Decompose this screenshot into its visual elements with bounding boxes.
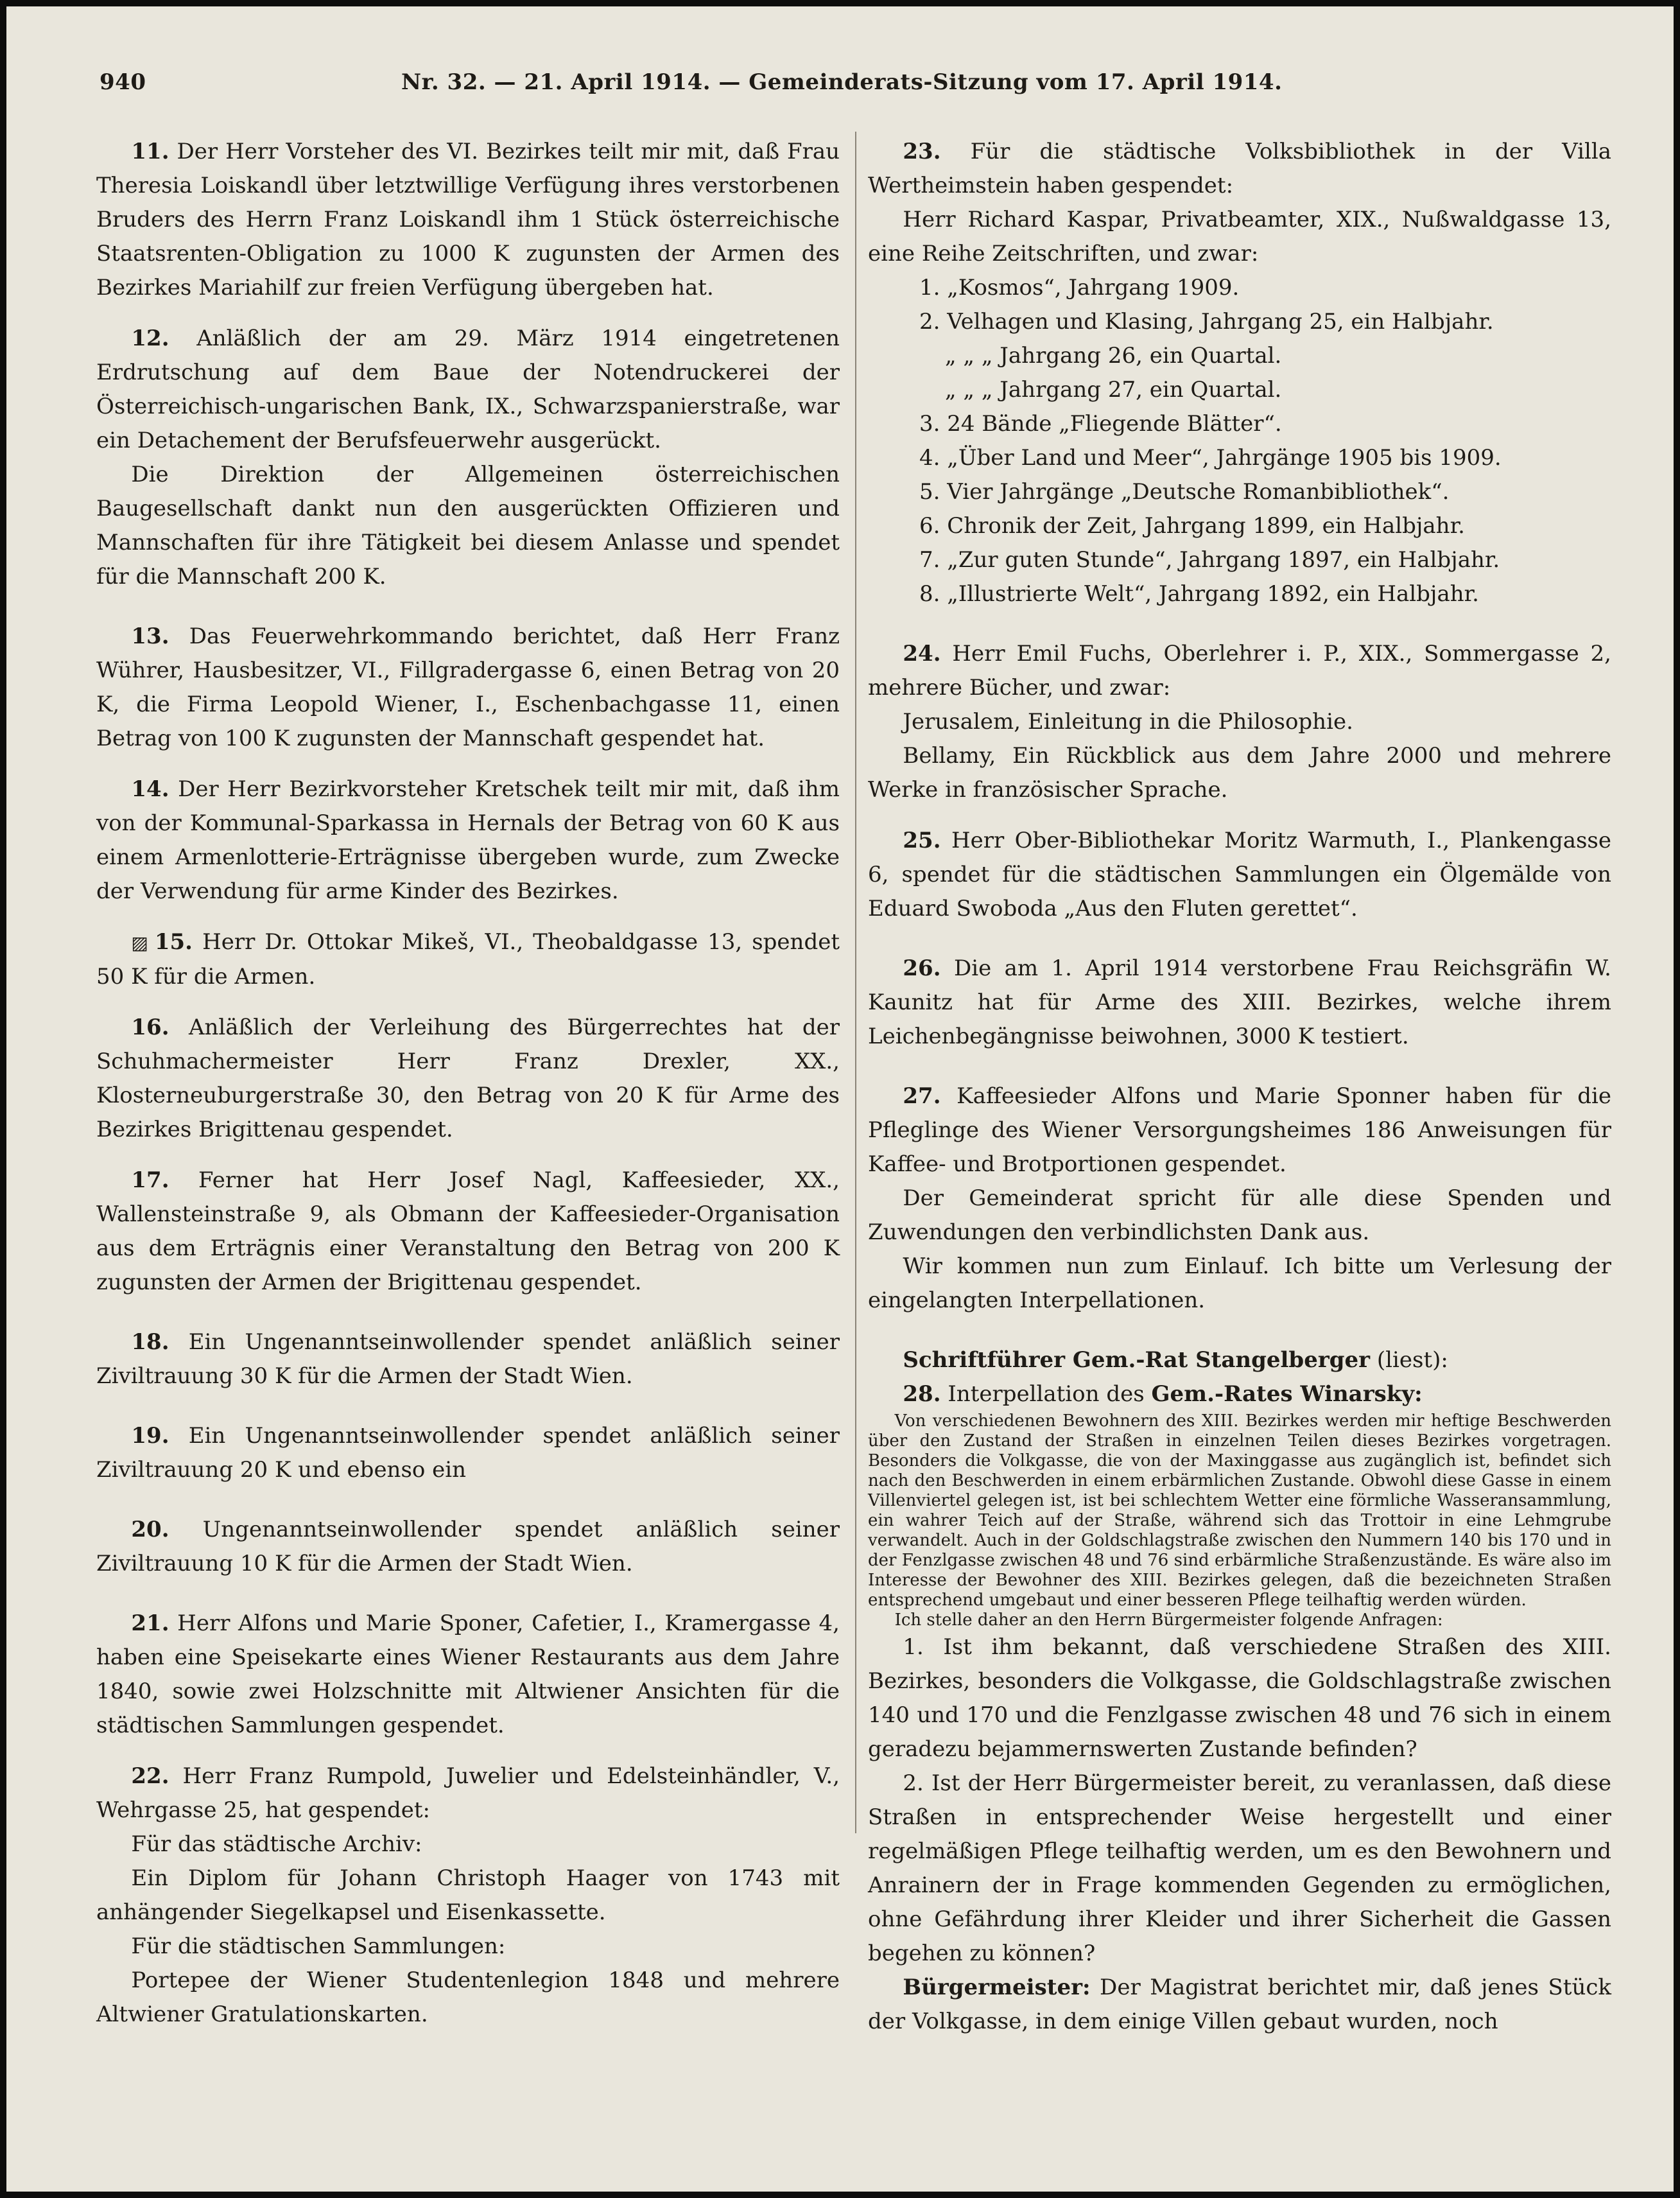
item-23-donor: Herr Richard Kaspar, Privatbeamter, XIX., Nußwaldgasse 13, eine Reihe Zeitschriften, und zwar:: [868, 207, 1611, 266]
list-item: 8. „Illustrierte Welt“, Jahrgang 1892, ein Halbjahr.: [919, 581, 1479, 607]
item-22-portepee: Portepee der Wiener Studentenlegion 1848 und mehrere Altwiener Gratulationskarten.: [96, 1967, 840, 2027]
interpellation-body: Von verschiedenen Bewohnern des XIII. Bezirkes werden mir heftige Beschwerden über den Zustand der Straßen in einzelnen Teilen dieses Bezirkes vorgetragen. Besonders die Volkgasse, die von der Maxinggasse aus zugänglich ist, befindet sich nach den Beschwerden in einem erbärmlichen Zustande. Obwohl diese Gasse in einem Villenviertel gelegen ist, ist bei schlechtem Wetter eine förmliche Wasseransammlung, ein wahrer Teich auf der Straße, während sich das Trottoir in eine Lehmgrube verwandelt. Auch in der Goldschlagstraße zwischen den Nummern 140 bis 170 und in der Fenzlgasse zwischen 48 und 76 sind erbärmliche Straßenzustände. Es wäre also im Interesse der Bewohner des XIII. Bezirkes gelegen, daß die bezeichneten Straßen entsprechend umgebaut und einer besseren Pflege teilhaftig werden würden.: [868, 1411, 1611, 1610]
item-18: 18. Ein Ungenanntseinwollender spendet anläßlich seiner Ziviltrauung 30 K für die Armen der Stadt Wien.: [96, 1329, 840, 1389]
list-item: 4. „Über Land und Meer“, Jahrgänge 1905 bis 1909.: [919, 445, 1502, 471]
mayor-speaker: Bürgermeister:: [903, 1975, 1091, 2000]
item-26: 26. Die am 1. April 1914 verstorbene Frau Reichsgräfin W. Kaunitz hat für Arme des XIII. Bezirkes, welche ihrem Leichenbegängnisse beiwohnen, 3000 K testiert.: [868, 955, 1611, 1049]
list-item: „ „ „ Jahrgang 27, ein Quartal.: [945, 377, 1282, 403]
list-item: 1. „Kosmos“, Jahrgang 1909.: [919, 275, 1240, 301]
question-1: 1. Ist ihm bekannt, daß verschiedene Straßen des XIII. Bezirkes, besonders die Volkgasse, die Goldschlagstraße zwischen 140 und 170 und die Fenzlgasse zwischen 48 und 76 sich in einem geradezu bejammernswerten Zustande befinden?: [868, 1634, 1611, 1762]
item-12: 12. Anläßlich der am 29. März 1914 eingetretenen Erdrutschung auf dem Baue der Notendruckerei der Österreichisch-ungarischen Bank, IX., Schwarzspanierstraße, war ein Detachement der Berufsfeuerwehr ausgerückt.: [96, 326, 840, 453]
speaker-line: Schriftführer Gem.-Rat Stangelberger (liest):: [903, 1347, 1448, 1373]
item-24-book1: Jerusalem, Einleitung in die Philosophie.: [903, 709, 1353, 735]
item-11: 11. Der Herr Vorsteher des VI. Bezirkes teilt mir mit, daß Frau Theresia Loiskandl über letztwillige Verfügung ihres verstorbenen Bruders des Herrn Franz Loiskandl ihm 1 Stück österreichische Staatsrenten-Obligation zu 1000 K zugunsten der Armen des Bezirkes Mariahilf zur freien Verfügung übergeben hat.: [96, 139, 840, 301]
mayor-reply: Bürgermeister: Der Magistrat berichtet mir, daß jenes Stück der Volkgasse, in dem einige Villen gebaut wurden, noch: [868, 1975, 1611, 2034]
list-item: 7. „Zur guten Stunde“, Jahrgang 1897, ein Halbjahr.: [919, 547, 1500, 573]
page-header: [100, 69, 1608, 108]
item-14: 14. Der Herr Bezirkvorsteher Kretschek teilt mir mit, daß ihm von der Kommunal-Sparkassa in Hernals der Betrag von 60 K aus einem Armenlotterie-Erträgnisse übergeben wurde, zum Zwecke der Verwendung für arme Kinder des Bezirkes.: [96, 776, 840, 904]
list-item: „ „ „ Jahrgang 26, ein Quartal.: [945, 343, 1282, 369]
donation-list: [868, 271, 1611, 611]
interpellation-text: [868, 1411, 1611, 1630]
item-23: 23. Für die städtische Volksbibliothek in der Villa Wertheimstein haben gespendet:: [868, 139, 1612, 198]
list-item: 6. Chronik der Zeit, Jahrgang 1899, ein Halbjahr.: [919, 513, 1465, 539]
speaker-name: Schriftführer Gem.-Rat Stangelberger: [903, 1347, 1371, 1373]
column-divider: [855, 132, 856, 1833]
item-22-archive: Für das städtische Archiv:: [131, 1831, 422, 1857]
list-item: 2. Velhagen und Klasing, Jahrgang 25, ein Halbjahr.: [919, 309, 1494, 335]
item-20: 20. Ungenanntseinwollender spendet anläßlich seiner Ziviltrauung 10 K für die Armen der Stadt Wien.: [96, 1517, 840, 1576]
item-24-book2: Bellamy, Ein Rückblick aus dem Jahre 2000 und mehrere Werke in französischer Sprache.: [868, 743, 1611, 803]
page-number: 940: [100, 69, 146, 95]
item-22: 22. Herr Franz Rumpold, Juwelier und Edelsteinhändler, V., Wehrgasse 25, hat gespendet:: [96, 1763, 840, 1823]
item-27: 27. Kaffeesieder Alfons und Marie Sponner haben für die Pfleglinge des Wiener Versorgungsheimes 186 Anweisungen für Kaffee- und Brotportionen gespendet.: [868, 1083, 1611, 1177]
header-title: Nr. 32. — 21. April 1914. — Gemeinderats-Sitzung vom 17. April 1914.: [401, 69, 1283, 95]
thanks-paragraph: Der Gemeinderat spricht für alle diese Spenden und Zuwendungen den verbindlichsten Dank aus.: [868, 1185, 1611, 1245]
item-12-continued: Die Direktion der Allgemeinen österreichischen Baugesellschaft dankt nun den ausgerückten Offizieren und Mannschaften für ihre Tätigkeit bei diesem Anlasse und spendet für die Mannschaft 200 K.: [96, 462, 840, 589]
item-24: 24. Herr Emil Fuchs, Oberlehrer i. P., XIX., Sommergasse 2, mehrere Bücher, und zwar:: [868, 641, 1611, 701]
left-column: [96, 135, 840, 2032]
interpellation-request: Ich stelle daher an den Herrn Bürgermeister folgende Anfragen:: [894, 1610, 1443, 1630]
item-28: 28. Interpellation des Gem.-Rates Winarsky:: [903, 1381, 1423, 1407]
item-16: 16. Anläßlich der Verleihung des Bürgerrechtes hat der Schuhmachermeister Herr Franz Drexler, XX., Klosterneuburgerstraße 30, den Betrag von 20 K für Arme des Bezirkes Brigittenau gespendet.: [96, 1015, 840, 1142]
stamp-icon: ▨: [131, 932, 148, 954]
einlauf-paragraph: Wir kommen nun zum Einlauf. Ich bitte um Verlesung der eingelangten Interpellationen.: [868, 1253, 1611, 1313]
item-22-collections: Für die städtischen Sammlungen:: [131, 1933, 506, 1959]
item-25: 25. Herr Ober-Bibliothekar Moritz Warmuth, I., Plankengasse 6, spendet für die städtischen Sammlungen ein Ölgemälde von Eduard Swoboda „Aus den Fluten gerettet“.: [868, 828, 1611, 921]
item-15: ▨ 15. Herr Dr. Ottokar Mikeš, VI., Theobaldgasse 13, spendet 50 K für die Armen.: [96, 929, 840, 990]
item-21: 21. Herr Alfons und Marie Sponer, Cafetier, I., Kramergasse 4, haben eine Speisekarte eines Wiener Restaurants aus dem Jahre 1840, sowie zwei Holzschnitte mit Altwiener Ansichten für die städtischen Sammlungen gespendet.: [96, 1610, 840, 1738]
item-17: 17. Ferner hat Herr Josef Nagl, Kaffeesieder, XX., Wallensteinstraße 9, als Obmann der Kaffeesieder-Organisation aus dem Erträgnis einer Veranstaltung den Betrag von 200 K zugunsten der Armen der Brigittenau gespendet.: [96, 1167, 840, 1295]
right-column: [868, 135, 1611, 2039]
list-item: 3. 24 Bände „Fliegende Blätter“.: [919, 411, 1282, 437]
question-2: 2. Ist der Herr Bürgermeister bereit, zu veranlassen, daß diese Straßen in entsprechender Weise hergestellt und einer regelmäßigen Pflege teilhaftig werden, um es den Bewohnern und Anrainern der in Frage kommenden Gegenden zu ermöglichen, ohne Gefährdung ihrer Kleider und ihrer Sicherheit die Gassen begehen zu können?: [868, 1770, 1611, 1966]
item-13: 13. Das Feuerwehrkommando berichtet, daß Herr Franz Wührer, Hausbesitzer, VI., Fillgradergasse 6, einen Betrag von 20 K, die Firma Leopold Wiener, I., Eschenbachgasse 11, einen Betrag von 100 K zugunsten der Mannschaft gespendet hat.: [96, 624, 840, 751]
newspaper-page: [6, 6, 1674, 2192]
item-19: 19. Ein Ungenanntseinwollender spendet anläßlich seiner Ziviltrauung 20 K und ebenso ein: [96, 1423, 840, 1483]
item-22-diploma: Ein Diplom für Johann Christoph Haager von 1743 mit anhängender Siegelkapsel und Eisenkassette.: [96, 1865, 840, 1925]
list-item: 5. Vier Jahrgänge „Deutsche Romanbibliothek“.: [919, 479, 1450, 505]
